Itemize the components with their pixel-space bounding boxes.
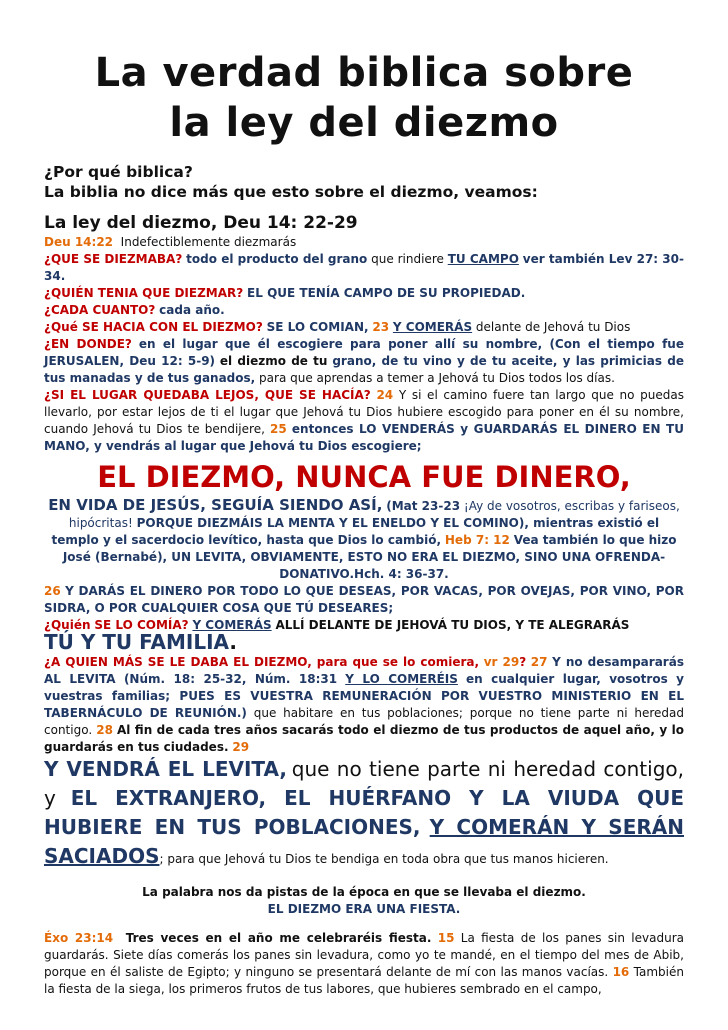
text: ALLÍ DELANTE DE JEHOVÁ TU DIOS, Y TE ALEGRARÁS: [275, 618, 630, 632]
intro: [44, 162, 684, 202]
emphasis-large: Y COMERÁN Y SERÁN SACIADOS: [44, 815, 684, 868]
answer: en el lugar que él escogiere para poner allí su nombre, (Con el tiempo fue JERUSALEN, Deu 12: 5-9): [44, 337, 684, 368]
text: ¡Ay de vosotros, escribas y fariseos, hipócritas!: [68, 499, 680, 530]
text: que rindiere: [371, 252, 444, 266]
clue-line-2: EL DIEZMO ERA UNA FIESTA.: [267, 902, 461, 916]
text: en cualquier lugar, vosotros y vuestras familias; PUES ES VUESTRA REMUNERACIÓN POR VUESTRO MINISTERIO EN EL TABERNÁCULO DE REUNIÓN.): [44, 672, 684, 720]
section-title: La ley del diezmo, Deu 14: 22-29: [44, 213, 358, 233]
text: entonces LO VENDERÁS y GUARDARÁS EL DINERO EN TU MANO, y vendrás al lugar que Jehová tu Dios escogiere;: [44, 422, 684, 453]
verse-number: 23: [372, 320, 390, 334]
text: Indefectiblemente diezmarás: [120, 235, 297, 249]
paragraph-law: [44, 234, 684, 455]
intro-answer: La biblia no dice más que esto sobre el diezmo, veamos:: [44, 183, 538, 201]
intro-question: ¿Por qué biblica?: [44, 163, 193, 181]
question: ¿QUIÉN TENIA QUE DIEZMAR?: [44, 286, 244, 300]
text: Y si el camino fuere tan largo que no puedas llevarlo, por estar lejos de ti el lugar que Jehová tu Dios hubiere escogido para poner en él su nombre, cuando Jehová tu Dios te bendijere,: [44, 388, 684, 436]
verse-number: 16: [612, 965, 630, 979]
text: el diezmo de tu: [219, 354, 328, 368]
text: Tres veces en el año me celebraréis fiesta.: [125, 931, 432, 945]
verse-number: 25: [270, 422, 287, 436]
paragraph-money: 26 Y DARÁS EL DINERO POR TODO LO QUE DESEAS, POR VACAS, POR OVEJAS, POR VINO, POR SIDRA, O POR CUALQUIER COSA QUE TÚ DESEARES; ¿Quién SE LO COMÍA? Y COMERÁS ALLÍ DELANTE DE JEHOVÁ TU DIOS, Y TE ALEGRARÁS TÚ Y TU FAMILIA. ¿A QUIEN MÁS SE LE DABA EL DIEZMO, para que se lo comiera, vr 29? 27 Y no desampararás AL LEVITA (Núm. 18: 25-32, Núm. 18:31 Y LO COMERÉIS en cualquier lugar, vosotros y vuestras familias; PUES ES VUESTRA REMUNERACIÓN POR VUESTRO MINISTERIO EN EL TABERNÁCULO DE REUNIÓN.) que habitare en tus poblaciones; porque no tiene parte ni heredad contigo. 28 Al fin de cada tres años sacarás todo el diezmo de tus productos de aquel año, y lo guardarás en tus ciudades. 29 Y VENDRÁ EL LEVITA, que no tiene parte ni heredad contigo, y EL EXTRANJERO, EL HUÉRFANO Y LA VIUDA QUE HUBIERE EN TUS POBLACIONES, Y COMERÁN Y SERÁN SACIADOS; para que Jehová tu Dios te bendiga en toda obra que tus manos hicieren.: [44, 584, 684, 868]
verse-number: 26: [44, 584, 61, 598]
text-large: que no tiene parte ni heredad contigo, y: [44, 757, 684, 810]
emphasis: Y LO COMERÉIS: [345, 672, 458, 686]
text: Vea también lo que hizo José (Bernabé), UN LEVITA, OBVIAMENTE, ESTO NO ERA EL DIEZMO, SINO UNA OFRENDA-DONATIVO.Hch. 4: 36-37.: [62, 533, 677, 581]
text: La fiesta de los panes sin levadura guardarás. Siete días comerás los panes sin levadura, como yo te mandé, en el tiempo del mes de Abib, porque en él saliste de Egipto; y ninguno se presentará delante de mí con las manos vacías.: [44, 931, 684, 979]
emphasis-large: EL EXTRANJERO, EL HUÉRFANO Y LA VIUDA QUE HUBIERE EN TUS POBLACIONES,: [44, 786, 684, 839]
clue-line-1: La palabra nos da pistas de la época en que se llevaba el diezmo.: [142, 885, 586, 899]
verse-number: 28: [96, 723, 113, 737]
question-mark: ?: [519, 655, 527, 669]
text: ; para que Jehová tu Dios te bendiga en toda obra que tus manos hicieren.: [159, 852, 609, 866]
answer: todo el producto del grano: [186, 252, 368, 266]
verse-number: 29: [232, 740, 250, 754]
emphasis: Y COMERÁS: [392, 320, 473, 334]
emphasis: Y COMERÁS: [192, 618, 272, 632]
question: ¿SI EL LUGAR QUEDABA LEJOS, QUE SE HACÍA?: [44, 388, 371, 402]
answer: EL QUE TENÍA CAMPO DE SU PROPIEDAD.: [247, 286, 526, 300]
paragraph-feasts: [44, 930, 684, 998]
text: ver también Lev 27: 30-34.: [44, 252, 684, 283]
big-heading: EL DIEZMO, NUNCA FUE DINERO,: [97, 460, 631, 494]
text: Al fin de cada tres años sacarás todo el diezmo de tus productos de aquel año, y lo guardarás en tus ciudades.: [44, 723, 684, 754]
question: ¿Quién: [44, 618, 91, 632]
verse-ref: Deu 14:22: [44, 235, 114, 249]
verse-number: 15: [437, 931, 455, 945]
text: delante de Jehová tu Dios: [475, 320, 631, 334]
document-title: [44, 0, 684, 148]
verse-ref: (Mat 23-23: [386, 499, 461, 513]
question: ¿EN DONDE?: [44, 337, 132, 351]
emphasis-large: TÚ Y TU FAMILIA: [44, 630, 230, 654]
clue: [44, 884, 684, 918]
verse-number: vr 29: [483, 655, 520, 669]
verse-number: 27: [530, 655, 548, 669]
emphasis-large: Y VENDRÁ EL LEVITA,: [44, 757, 287, 781]
answer: cada año.: [159, 303, 225, 317]
question: ¿QUE SE DIEZMABA?: [44, 252, 183, 266]
verse-ref: Éxo 23:14: [44, 931, 114, 945]
text: Y DARÁS EL DINERO POR TODO LO QUE DESEAS, POR VACAS, POR OVEJAS, POR VINO, POR SIDRA, O POR CUALQUIER COSA QUE TÚ DESEARES;: [44, 584, 684, 615]
title-line-2: la ley del diezmo: [169, 100, 559, 146]
answer: SE LO COMIAN,: [266, 320, 369, 334]
verse-number: 24: [376, 388, 394, 402]
title-line-1: La verdad biblica sobre: [94, 50, 634, 96]
question: ¿Qué SE HACIA CON EL DIEZMO?: [44, 320, 263, 334]
verse-ref: Heb 7: 12: [444, 533, 510, 547]
question: ¿CADA CUANTO?: [44, 303, 156, 317]
text: También la fiesta de la siega, los primeros frutos de tus labores, que hubieres sembrado en el campo,: [44, 965, 684, 996]
text: Y no desampararás AL LEVITA (Núm. 18: 25-32, Núm. 18:31: [44, 655, 684, 686]
question: SE LO COMÍA?: [94, 618, 189, 632]
paragraph-jesus: [44, 497, 684, 583]
text: que habitare en tus poblaciones; porque no tiene parte ni heredad contigo.: [44, 706, 684, 737]
emphasis: TU CAMPO: [447, 252, 519, 266]
text: para que aprendas a temer a Jehová tu Dios todos los días.: [259, 371, 615, 385]
text: grano, de tu vino y de tu aceite, y las primicias de tus manadas y de tus ganados,: [44, 354, 684, 385]
text: PORQUE DIEZMÁIS LA MENTA Y EL ENELDO Y EL COMINO), mientras existió el templo y el sacerdocio levítico, hasta que Dios lo cambió,: [51, 516, 660, 547]
question: ¿A QUIEN MÁS SE LE DABA EL DIEZMO, para que se lo comiera,: [44, 655, 480, 669]
heading-inline: EN VIDA DE JESÚS, SEGUÍA SIENDO ASÍ,: [48, 496, 383, 514]
